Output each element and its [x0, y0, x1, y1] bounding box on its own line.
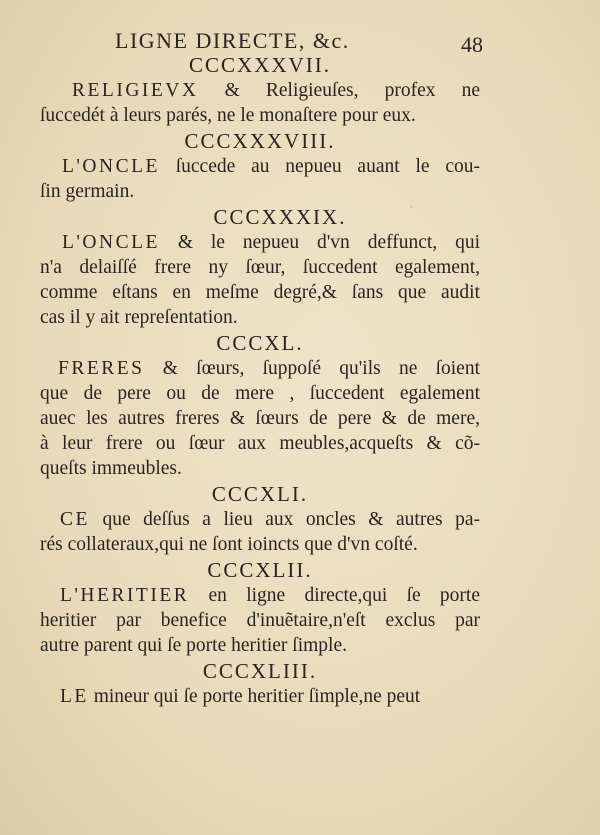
lead-word: L'HERITIER [60, 585, 190, 606]
lead-word: FRERES [58, 358, 145, 379]
lead-word: RELIGIEVX [72, 80, 199, 101]
line-text: mineur qui ſe porte heritier ſimple,ne peut [88, 686, 421, 707]
text-line: ſuccedét à leurs parés, ne le monaſtere pour eux. [40, 105, 416, 126]
article [40, 658, 480, 709]
text-line: queſts immeubles. [40, 458, 182, 479]
text-line: rés collateraux,qui ne ſont ioincts que d'vn coſté. [40, 534, 418, 555]
text-line [40, 507, 480, 532]
article [40, 128, 480, 204]
article [40, 557, 480, 658]
article-number: CCCXXXVII. [189, 53, 331, 77]
line-text: & le nepueu d'vn deffunct, qui [159, 232, 480, 253]
text-line: ſin germain. [40, 181, 135, 202]
article-number: CCCXLIII. [202, 659, 318, 683]
article-number: CCCXLI. [211, 482, 309, 506]
text-line [40, 154, 480, 179]
line-text: & Religieuſes, profex ne [198, 80, 480, 101]
text-line: que de pere ou de mere , ſuccedent egalement [40, 383, 480, 404]
running-title: LIGNE DIRECTE, &c. [115, 28, 350, 53]
text-line [40, 583, 480, 608]
text-line: à leur frere ou ſœur aux meubles,acqueſts & cõ- [40, 433, 480, 454]
page-number: 48 [461, 32, 483, 57]
text-line: n'a delaiſſé frere ny ſœur, ſuccedent egalement, [40, 257, 480, 278]
text-line: autre parent qui ſe porte heritier ſimple. [40, 635, 348, 656]
page-body [40, 52, 480, 709]
line-text: & ſœurs, ſuppoſé qu'ils ne ſoient [144, 358, 480, 379]
text-line [40, 230, 480, 255]
article-number: CCCXXXIX. [213, 205, 347, 229]
article [40, 481, 480, 557]
lead-word: CE [60, 509, 90, 530]
text-line [40, 684, 480, 709]
article [40, 330, 480, 481]
text-line: heritier par benefice d'inuẽtaire,n'eſt exclus par [40, 610, 480, 631]
line-text: en ligne directe,qui ſe porte [189, 585, 480, 606]
text-line: cas il y ait repreſentation. [40, 307, 238, 328]
text-line: auec les autres freres & ſœurs de pere & de mere, [40, 408, 480, 429]
article-number: CCCXL. [216, 331, 304, 355]
lead-word: L'ONCLE [62, 232, 160, 253]
article-number: CCCXXXVIII. [184, 129, 336, 153]
text-line: comme eſtans en meſme degré,& ſans que audit [40, 282, 480, 303]
line-text: ſuccede au nepueu auant le cou- [159, 156, 480, 177]
text-line [40, 356, 480, 381]
lead-word: LE [60, 686, 89, 707]
article-number: CCCXLII. [207, 558, 313, 582]
text-line [40, 78, 480, 103]
article [40, 204, 480, 330]
article [40, 52, 480, 128]
lead-word: L'ONCLE [62, 156, 160, 177]
line-text: que deſſus a lieu aux oncles & autres pa- [89, 509, 480, 530]
